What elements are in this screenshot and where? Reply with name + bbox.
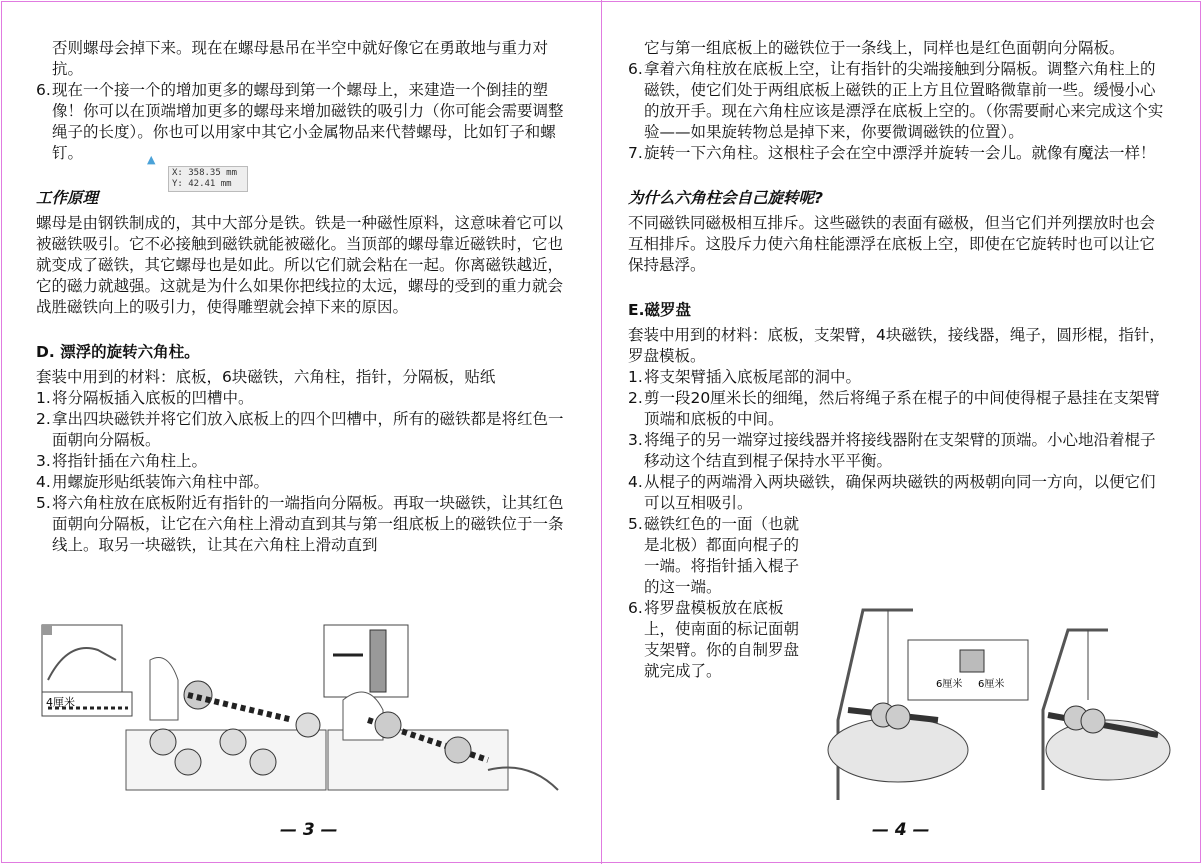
tooltip-x: X: 358.35 mm <box>172 168 238 178</box>
list-item-number: 2. <box>628 389 643 407</box>
section-heading-e: E.磁罗盘 <box>628 301 691 319</box>
list-item <box>36 388 578 409</box>
hexagon-assembly-illustration <box>38 620 578 810</box>
list-item <box>628 388 1170 430</box>
list-item-number: 5. <box>36 494 51 512</box>
list-item-number: 4. <box>36 473 51 491</box>
list-item-number: 7. <box>628 144 643 162</box>
list-item <box>628 143 1170 164</box>
list-item-number: 1. <box>36 389 51 407</box>
measurement-label-b: 6厘米 <box>978 679 1005 690</box>
cursor-icon: ▲ <box>147 153 156 166</box>
tooltip-y: Y: 42.41 mm <box>172 179 232 189</box>
list-item-text: 将六角柱放在底板附近有指针的一端指向分隔板。再取一块磁铁，让其红色面朝向分隔板，让它在六角柱上滑动直到其与第一组底板上的磁铁位于一条线上。取另一块磁铁，让其在六角柱上滑动直到 <box>52 494 564 554</box>
measurement-label-a: 6厘米 <box>936 679 963 690</box>
list-item-number: 3. <box>628 431 643 449</box>
list-item: 6. 现在一个接一个的增加更多的螺母到第一个螺母上，来建造一个倒挂的塑像！你可以在顶端增加更多的螺母来增加磁铁的吸引力（你可能会需要调整绳子的长度）。你也可以用家中其它小金属物品来代替螺母，比如钉子和螺钉。 <box>36 81 564 162</box>
list-item-number: 1. <box>628 368 643 386</box>
section-heading-why: 为什么六角柱会自己旋转呢? <box>628 189 823 207</box>
list-item-text: 旋转一下六角柱。这根柱子会在空中漂浮并旋转一会儿。就像有魔法一样！ <box>644 144 1156 162</box>
page-number-4: — 4 — <box>872 820 930 840</box>
list-item-text: 拿出四块磁铁并将它们放入底板上的四个凹槽中，所有的磁铁都是将红色一面朝向分隔板。 <box>52 410 564 449</box>
list-item <box>628 59 1170 143</box>
list-item <box>628 598 810 682</box>
list-item <box>628 514 810 598</box>
list-item <box>36 451 578 472</box>
list-item-number: 5. <box>628 515 643 533</box>
continued-text: 否则螺母会掉下来。现在在螺母悬吊在半空中就好像它在勇敢地与重力对抗。 <box>52 39 549 78</box>
page-number-3: — 3 — <box>280 820 338 840</box>
list-item-text: 将支架臂插入底板尾部的洞中。 <box>644 368 862 386</box>
list-item-number: 3. <box>36 452 51 470</box>
list-item <box>628 367 1170 388</box>
list-item-number: 4. <box>628 473 643 491</box>
measurement-label: 4厘米 <box>46 696 75 709</box>
list-item-text: 将绳子的另一端穿过接线器并将接线器附在支架臂的顶端。小心地沿着棍子移动这个结直到棍子保持水平平衡。 <box>644 431 1156 470</box>
list-item-number: 6. <box>628 60 643 78</box>
steps-list-e-narrow <box>628 514 810 682</box>
list-item <box>36 493 578 556</box>
principle-paragraph: 螺母是由钢铁制成的，其中大部分是铁。铁是一种磁性原料，这意味着它可以被磁铁吸引。它不必接触到磁铁就能被磁化。当顶部的螺母靠近磁铁时，它也就变成了磁铁，其它螺母也是如此。所以它们就会粘在一起。你离磁铁越近，它的磁力就越强。这就是为什么如果你把线拉的太远，螺母的受到的重力就会战胜磁铁向上的吸引力，使得雕塑就会掉下来的原因。 <box>36 214 564 316</box>
continued-text-right: 它与第一组底板上的磁铁位于一条线上，同样也是红色面朝向分隔板。 <box>644 39 1125 57</box>
list-item <box>36 409 578 451</box>
materials-d: 套装中用到的材料：底板，6块磁铁，六角柱，指针，分隔板，贴纸 <box>36 368 496 386</box>
section-heading-principle: 工作原理 <box>36 189 99 207</box>
list-item-number: 6. <box>628 599 643 617</box>
steps-list-d-cont <box>628 59 1170 164</box>
list-item-text: 从棍子的两端滑入两块磁铁，确保两块磁铁的两极朝向同一方向，以便它们可以互相吸引。 <box>644 473 1156 512</box>
list-item-text: 拿着六角柱放在底板上空，让有指针的尖端接触到分隔板。调整六角柱上的磁铁，使它们处于两组底板上磁铁的正上方且位置略微靠前一些。缓慢小心的放开手。现在六角柱应该是漂浮在底板上空的。（你需要耐心来完成这个实验——如果旋转物总是掉下来，你要微调磁铁的位置）。 <box>644 60 1164 141</box>
list-item <box>628 472 1170 514</box>
page-3 <box>36 38 578 556</box>
steps-list-e <box>628 367 1170 514</box>
why-paragraph: 不同磁铁同磁极相互排斥。这些磁铁的表面有磁极，但当它们并列摆放时也会互相排斥。这股斥力使六角柱能漂浮在底板上空，即使在它旋转时也可以让它保持悬浮。 <box>628 214 1156 274</box>
list-item-text: 将罗盘模板放在底板上，使南面的标记面朝支架臂。你的自制罗盘就完成了。 <box>644 599 800 680</box>
list-item <box>36 472 578 493</box>
materials-e: 套装中用到的材料：底板，支架臂，4块磁铁，接线器，绳子，圆形棍，指针，罗盘模板。 <box>628 326 1165 365</box>
page-divider <box>601 0 602 864</box>
list-item-text: 剪一段20厘米长的细绳，然后将绳子系在棍子的中间使得棍子悬挂在支架臂顶端和底板的中间。 <box>644 389 1160 428</box>
list-item-text: 磁铁红色的一面（也就是北极）都面向棍子的一端。将指针插入棍子的这一端。 <box>644 515 800 596</box>
steps-list-d <box>36 388 578 556</box>
list-item-text: 将指针插在六角柱上。 <box>52 452 208 470</box>
coordinate-tooltip <box>168 166 248 192</box>
list-item-text: 将分隔板插入底板的凹槽中。 <box>52 389 254 407</box>
compass-illustration <box>818 600 1172 810</box>
page-4 <box>628 38 1170 682</box>
list-item-number: 2. <box>36 410 51 428</box>
list-item-text: 用螺旋形贴纸装饰六角柱中部。 <box>52 473 270 491</box>
section-heading-d: D. 漂浮的旋转六角柱。 <box>36 343 200 361</box>
list-item <box>628 430 1170 472</box>
